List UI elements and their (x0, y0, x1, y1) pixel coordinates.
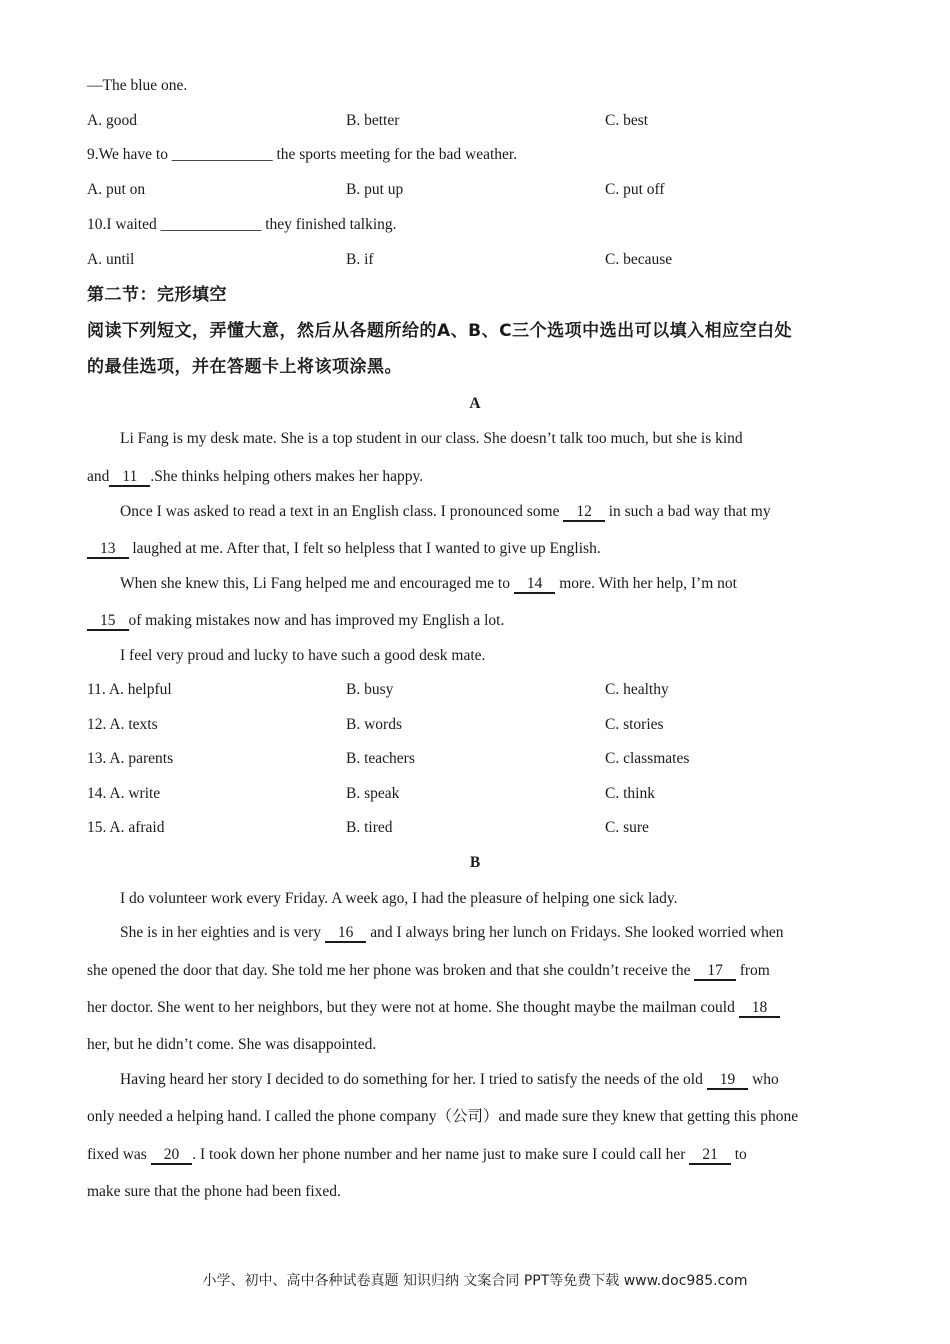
q8-option-c: C. best (605, 112, 649, 129)
option-12-b: B. words (346, 716, 402, 733)
passage-b-label: B (469, 854, 481, 871)
passage-b-p2-line3 (87, 998, 780, 1018)
passage-b-p1: I do volunteer work every Friday. A week ago, I had the pleasure of helping one sick lady. (120, 890, 678, 907)
blank-13: 13 (87, 541, 129, 559)
section2-instruction-2: 的最佳选项，并在答题卡上将该项涂黑。 (87, 357, 402, 377)
option-12-c: C. stories (605, 716, 664, 733)
q10-option-b: B. if (346, 251, 374, 268)
passage-b-p3-line2: only needed a helping hand. I called the phone company（公司）and made sure they knew that getting this phone (87, 1108, 799, 1125)
passage-a-p2-line2 (87, 539, 601, 559)
passage-b-p2-line4: her, but he didn’t come. She was disappointed. (87, 1036, 377, 1053)
blank-15: 15 (87, 613, 129, 631)
option-11-c: C. healthy (605, 681, 669, 698)
passage-a-p1-line2 (87, 467, 423, 487)
text-run: to (730, 1146, 747, 1163)
passage-a-p4: I feel very proud and lucky to have such a good desk mate. (120, 647, 486, 664)
q10-stem (87, 215, 397, 235)
passage-b-p3-line3 (87, 1145, 747, 1165)
option-13-a: 13. A. parents (87, 750, 174, 767)
text-run: laughed at me. After that, I felt so helpless that I wanted to give up English. (128, 540, 601, 557)
q8-answer-line: —The blue one. (87, 77, 188, 94)
passage-b-p2-line1 (120, 923, 784, 943)
section2-title: 第二节：完形填空 (87, 285, 227, 305)
text-run: her doctor. She went to her neighbors, but they were not at home. She thought maybe the mailman could (87, 999, 739, 1016)
text-run: from (735, 962, 770, 979)
text-run: When she knew this, Li Fang helped me and encouraged me to (120, 575, 514, 592)
blank-19: 19 (707, 1072, 749, 1090)
passage-b-p3-line4: make sure that the phone had been fixed. (87, 1183, 341, 1200)
q9-option-b: B. put up (346, 181, 404, 198)
text-run: . I took down her phone number and her name just to make sure I could call her (192, 1146, 690, 1163)
q9-pre: 9.We have to (87, 146, 172, 163)
text-run: .She thinks helping others makes her happy. (150, 468, 424, 485)
passage-b-p2-line2 (87, 961, 770, 981)
text-run: in such a bad way that my (604, 503, 771, 520)
option-14-a: 14. A. write (87, 785, 161, 802)
q9-stem (87, 145, 517, 165)
text-run: Once I was asked to read a text in an English class. I pronounced some (120, 503, 564, 520)
option-11-a: 11. A. helpful (87, 681, 172, 698)
option-13-c: C. classmates (605, 750, 690, 767)
q10-blank: _____________ (160, 216, 262, 233)
text-run: who (748, 1071, 779, 1088)
blank-12: 12 (563, 504, 605, 522)
text-run: and I always bring her lunch on Fridays. She looked worried when (366, 924, 784, 941)
text-run: fixed was (87, 1146, 151, 1163)
q10-post: they finished talking. (261, 216, 397, 233)
blank-20: 20 (151, 1147, 193, 1165)
option-15-c: C. sure (605, 819, 649, 836)
option-14-b: B. speak (346, 785, 400, 802)
option-15-a: 15. A. afraid (87, 819, 165, 836)
blank-21: 21 (689, 1147, 731, 1165)
q10-option-c: C. because (605, 251, 673, 268)
option-12-a: 12. A. texts (87, 716, 158, 733)
option-13-b: B. teachers (346, 750, 415, 767)
text-run: she opened the door that day. She told me her phone was broken and that she couldn’t receive the (87, 962, 695, 979)
option-11-b: B. busy (346, 681, 394, 698)
page-footer: 小学、初中、高中各种试卷真题 知识归纳 文案合同 PPT等免费下载 www.doc985.com (202, 1273, 748, 1289)
q8-option-a: A. good (87, 112, 137, 129)
blank-14: 14 (514, 576, 556, 594)
q10-option-a: A. until (87, 251, 135, 268)
section2-instruction-1: 阅读下列短文，弄懂大意，然后从各题所给的A、B、C三个选项中选出可以填入相应空白处 (87, 321, 793, 341)
text-run: Having heard her story I decided to do something for her. I tried to satisfy the needs of the old (120, 1071, 707, 1088)
blank-18: 18 (739, 1000, 781, 1018)
option-15-b: B. tired (346, 819, 393, 836)
text-run: of making mistakes now and has improved my English a lot. (128, 612, 505, 629)
blank-17: 17 (694, 963, 736, 981)
passage-a-p2-line1 (120, 502, 771, 522)
blank-11: 11 (109, 469, 150, 487)
q9-option-c: C. put off (605, 181, 665, 198)
q9-blank: _____________ (171, 146, 273, 163)
passage-a-p3-line1 (120, 574, 737, 594)
text-run: more. With her help, I’m not (555, 575, 737, 592)
option-14-c: C. think (605, 785, 655, 802)
q8-option-b: B. better (346, 112, 400, 129)
passage-a-label: A (469, 395, 481, 412)
q9-post: the sports meeting for the bad weather. (272, 146, 518, 163)
blank-16: 16 (325, 925, 367, 943)
q9-option-a: A. put on (87, 181, 146, 198)
passage-a-p1-line1: Li Fang is my desk mate. She is a top student in our class. She doesn’t talk too much, but she is kind (120, 430, 743, 447)
passage-b-p3-line1 (120, 1070, 779, 1090)
passage-a-p3-line2 (87, 611, 504, 631)
q10-pre: 10.I waited (87, 216, 161, 233)
text-run: and (87, 468, 110, 485)
text-run: She is in her eighties and is very (120, 924, 325, 941)
